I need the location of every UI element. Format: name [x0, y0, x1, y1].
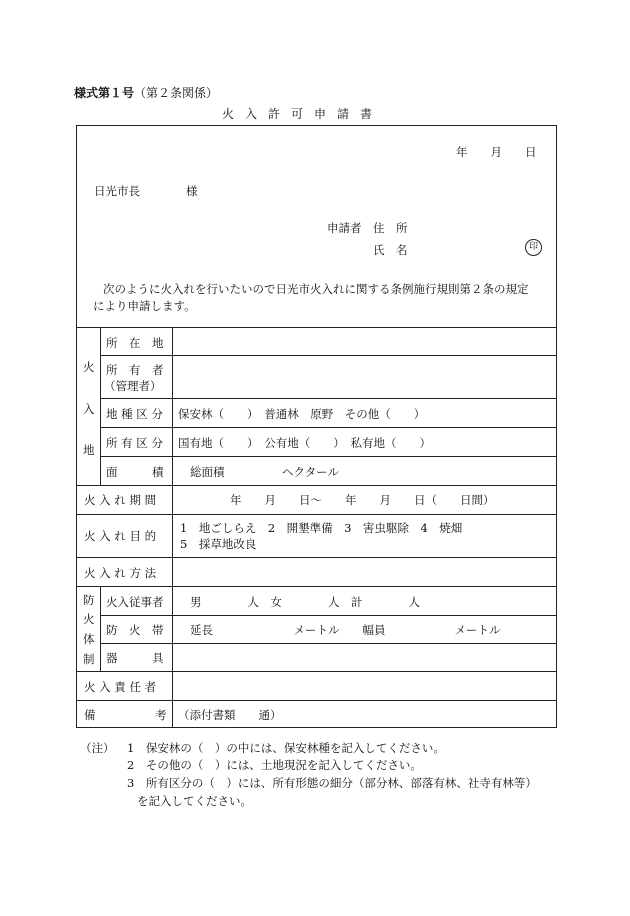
statement-line-1: 次のように火入れを行いたいので日光市火入れに関する条例施行規則第２条の規定: [103, 282, 529, 296]
seal-mark: 印: [525, 239, 542, 256]
fire-prevention-label-char: 制: [83, 652, 95, 666]
form-relation: （第２条関係）: [134, 86, 219, 100]
note-continuation: を記入してください。: [137, 794, 252, 808]
workers-value: 男 人 女 人 計 人: [190, 595, 420, 609]
remarks-label-right: 考: [155, 708, 167, 722]
workers-label: 火入従事者: [106, 595, 164, 609]
date-line: 年 月 日: [456, 145, 537, 159]
statement-line-2: により申請します。: [93, 299, 196, 313]
method-label: 火 入 れ 方 法: [84, 566, 157, 580]
owner-label: 所 有 者: [106, 363, 164, 377]
owner-sublabel: （管理者）: [104, 379, 162, 393]
fire-prevention-label-char: 火: [83, 612, 95, 626]
purpose-line-2: 5 採草地改良: [180, 537, 257, 551]
note-item: 1 保安林の（ ）の中には、保安林種を記入してください。: [127, 741, 445, 755]
site-group-label-char: 地: [83, 443, 95, 457]
ownership-type-label: 所 有 区 分: [106, 436, 163, 450]
divider: [100, 643, 557, 644]
area-label: 面 積: [106, 465, 164, 479]
divider: [172, 327, 173, 728]
address-label: 住 所: [373, 221, 408, 235]
ownership-type-value: 国有地（ ） 公有地（ ） 私有地（ ）: [178, 436, 431, 450]
applicant-label: 申請者: [327, 221, 362, 235]
period-label: 火 入 れ 期 間: [84, 493, 157, 507]
remarks-label-left: 備: [84, 708, 96, 722]
page-title: 火入許可申請書: [222, 107, 384, 121]
fire-prevention-label-char: 防: [83, 593, 95, 607]
divider: [100, 456, 557, 457]
land-type-value: 保安林（ ） 普通林 原野 その他（ ）: [178, 407, 426, 421]
divider: [100, 355, 557, 356]
remarks-value: （添付書類 通）: [178, 708, 282, 722]
divider: [76, 327, 557, 328]
period-value: 年 月 日～ 年 月 日（ 日間）: [230, 493, 495, 507]
divider: [76, 586, 557, 587]
divider: [76, 514, 557, 515]
addressee: 日光市長 様: [94, 184, 198, 198]
form-number: 様式第１号: [74, 86, 135, 100]
firebreak-value: 延長 メートル 幅員 メートル: [190, 623, 501, 637]
divider: [100, 586, 101, 671]
fire-prevention-label-char: 体: [83, 632, 95, 646]
divider: [76, 671, 557, 672]
purpose-label: 火 入 れ 目 的: [84, 529, 157, 543]
divider: [76, 557, 557, 558]
divider: [100, 427, 557, 428]
divider: [100, 398, 557, 399]
note-item: 3 所有区分の（ ）には、所有形態の細分（部分林、部落有林、社寺有林等）: [127, 776, 537, 790]
purpose-line-1: 1 地ごしらえ 2 開墾準備 3 害虫駆除 4 焼畑: [180, 521, 463, 535]
equipment-label: 器 具: [106, 651, 164, 665]
note-item: 2 その他の（ ）には、土地現況を記入してください。: [127, 758, 422, 772]
name-label: 氏 名: [373, 243, 408, 257]
site-group-label-char: 火: [83, 360, 95, 374]
firebreak-label: 防 火 帯: [106, 623, 164, 637]
form-label: [74, 84, 218, 101]
site-group-label-char: 入: [83, 402, 95, 416]
divider: [76, 700, 557, 701]
location-label: 所 在 地: [106, 336, 164, 350]
divider: [100, 327, 101, 485]
area-value: 総面積 ヘクタール: [190, 465, 340, 479]
divider: [100, 615, 557, 616]
notes-prefix: （注）: [80, 741, 115, 755]
responsible-label: 火 入 責 任 者: [84, 680, 157, 694]
divider: [76, 485, 557, 486]
land-type-label: 地 種 区 分: [106, 407, 163, 421]
